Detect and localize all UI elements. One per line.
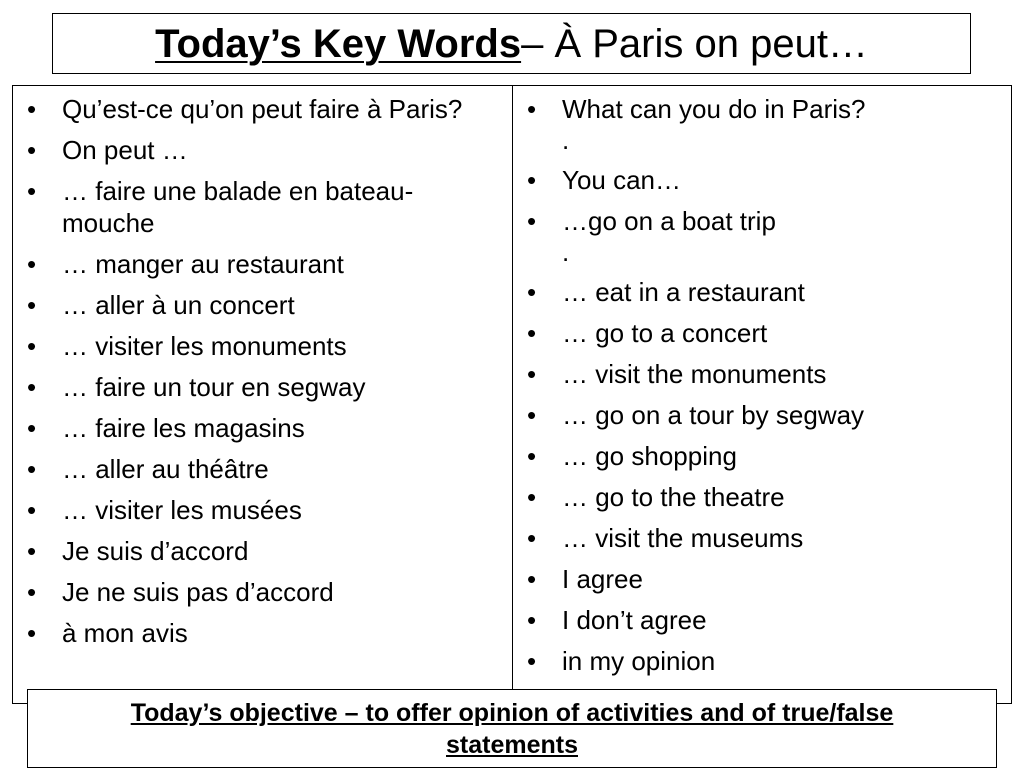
bullet-icon: • xyxy=(27,94,37,124)
french-phrase-item xyxy=(13,494,512,526)
french-phrase-item xyxy=(13,330,512,362)
english-translation-item-text: … go to a concert xyxy=(562,318,768,348)
english-translation-item-text: I agree xyxy=(562,564,643,594)
french-phrase-item-text: … visiter les musées xyxy=(62,495,302,525)
english-translation-item-text: You can… xyxy=(562,165,682,195)
french-phrase-item xyxy=(13,175,512,239)
french-column xyxy=(13,86,513,703)
english-translation-item-text: … eat in a restaurant xyxy=(562,277,805,307)
french-phrase-item-text: … visiter les monuments xyxy=(62,331,347,361)
english-translation-item xyxy=(513,645,1011,677)
french-phrase-item-text: … aller au théâtre xyxy=(62,454,269,484)
english-translation-item xyxy=(513,399,1011,431)
english-translation-item-text: … visit the museums xyxy=(562,523,804,553)
french-phrase-item-text: … faire une balade en bateau-mouche xyxy=(62,176,414,238)
english-translation-item xyxy=(513,481,1011,513)
french-phrase-item xyxy=(13,453,512,485)
bullet-icon: • xyxy=(27,577,37,607)
bullet-icon: • xyxy=(27,536,37,566)
objective-text: Today’s objective – to offer opinion of activities and of true/false statements xyxy=(130,698,894,759)
english-translation-item-text: What can you do in Paris? xyxy=(562,94,866,124)
english-translation-item-text: …go on a boat trip xyxy=(562,206,776,236)
title-subtitle: – À Paris on peut… xyxy=(521,21,868,66)
bullet-icon: • xyxy=(527,206,537,236)
english-translation-item xyxy=(513,563,1011,595)
bullet-icon: • xyxy=(527,482,537,512)
bullet-icon: • xyxy=(527,564,537,594)
title-box xyxy=(52,13,971,74)
bullet-icon: • xyxy=(27,290,37,320)
bullet-icon: • xyxy=(527,318,537,348)
title-main: Today’s Key Words xyxy=(155,21,522,66)
english-translation-item xyxy=(513,276,1011,308)
english-column xyxy=(513,86,1011,703)
french-phrase-item xyxy=(13,535,512,567)
english-translation-list xyxy=(513,86,1011,677)
english-translation-item xyxy=(513,604,1011,636)
bullet-icon: • xyxy=(527,165,537,195)
bullet-icon: • xyxy=(27,135,37,165)
english-translation-item-dot: . xyxy=(562,237,570,267)
bullet-icon: • xyxy=(527,523,537,553)
french-phrase-item xyxy=(13,93,512,125)
bullet-icon: • xyxy=(527,646,537,676)
english-translation-item xyxy=(513,358,1011,390)
french-phrase-item-text: On peut … xyxy=(62,135,188,165)
bullet-icon: • xyxy=(27,618,37,648)
french-phrase-item xyxy=(13,371,512,403)
english-translation-item xyxy=(513,205,1011,267)
bullet-icon: • xyxy=(527,400,537,430)
french-phrase-item-text: Qu’est-ce qu’on peut faire à Paris? xyxy=(62,94,463,124)
french-phrase-item-text: Je suis d’accord xyxy=(62,536,249,566)
french-phrase-item-text: … faire les magasins xyxy=(62,413,305,443)
english-translation-item-text: … visit the monuments xyxy=(562,359,827,389)
english-translation-item-text: … go to the theatre xyxy=(562,482,785,512)
french-phrase-item xyxy=(13,412,512,444)
objective-box xyxy=(27,689,997,768)
english-translation-item-text: … go on a tour by segway xyxy=(562,400,865,430)
french-phrase-item xyxy=(13,248,512,280)
english-translation-item xyxy=(513,317,1011,349)
french-phrase-item xyxy=(13,576,512,608)
bullet-icon: • xyxy=(27,176,37,206)
english-translation-item xyxy=(513,164,1011,196)
english-translation-item xyxy=(513,93,1011,155)
bullet-icon: • xyxy=(27,454,37,484)
french-phrase-item-text: Je ne suis pas d’accord xyxy=(62,577,334,607)
bullet-icon: • xyxy=(527,605,537,635)
bullet-icon: • xyxy=(527,277,537,307)
french-phrase-item xyxy=(13,289,512,321)
french-phrase-item-text: … manger au restaurant xyxy=(62,249,344,279)
english-translation-item-text: … go shopping xyxy=(562,441,737,471)
french-phrase-item xyxy=(13,617,512,649)
bullet-icon: • xyxy=(27,495,37,525)
bullet-icon: • xyxy=(27,372,37,402)
english-translation-item-dot: . xyxy=(562,125,570,155)
english-translation-item xyxy=(513,440,1011,472)
bullet-icon: • xyxy=(27,249,37,279)
bullet-icon: • xyxy=(527,94,537,124)
english-translation-item-text: I don’t agree xyxy=(562,605,707,635)
english-translation-item-text: in my opinion xyxy=(562,646,716,676)
french-phrase-item-text: … aller à un concert xyxy=(62,290,295,320)
vocabulary-table xyxy=(12,85,1012,704)
bullet-icon: • xyxy=(27,413,37,443)
french-phrase-item-text: à mon avis xyxy=(62,618,188,648)
french-phrase-list xyxy=(13,86,512,649)
bullet-icon: • xyxy=(527,359,537,389)
french-phrase-item xyxy=(13,134,512,166)
bullet-icon: • xyxy=(27,331,37,361)
english-translation-item xyxy=(513,522,1011,554)
french-phrase-item-text: … faire un tour en segway xyxy=(62,372,366,402)
bullet-icon: • xyxy=(527,441,537,471)
